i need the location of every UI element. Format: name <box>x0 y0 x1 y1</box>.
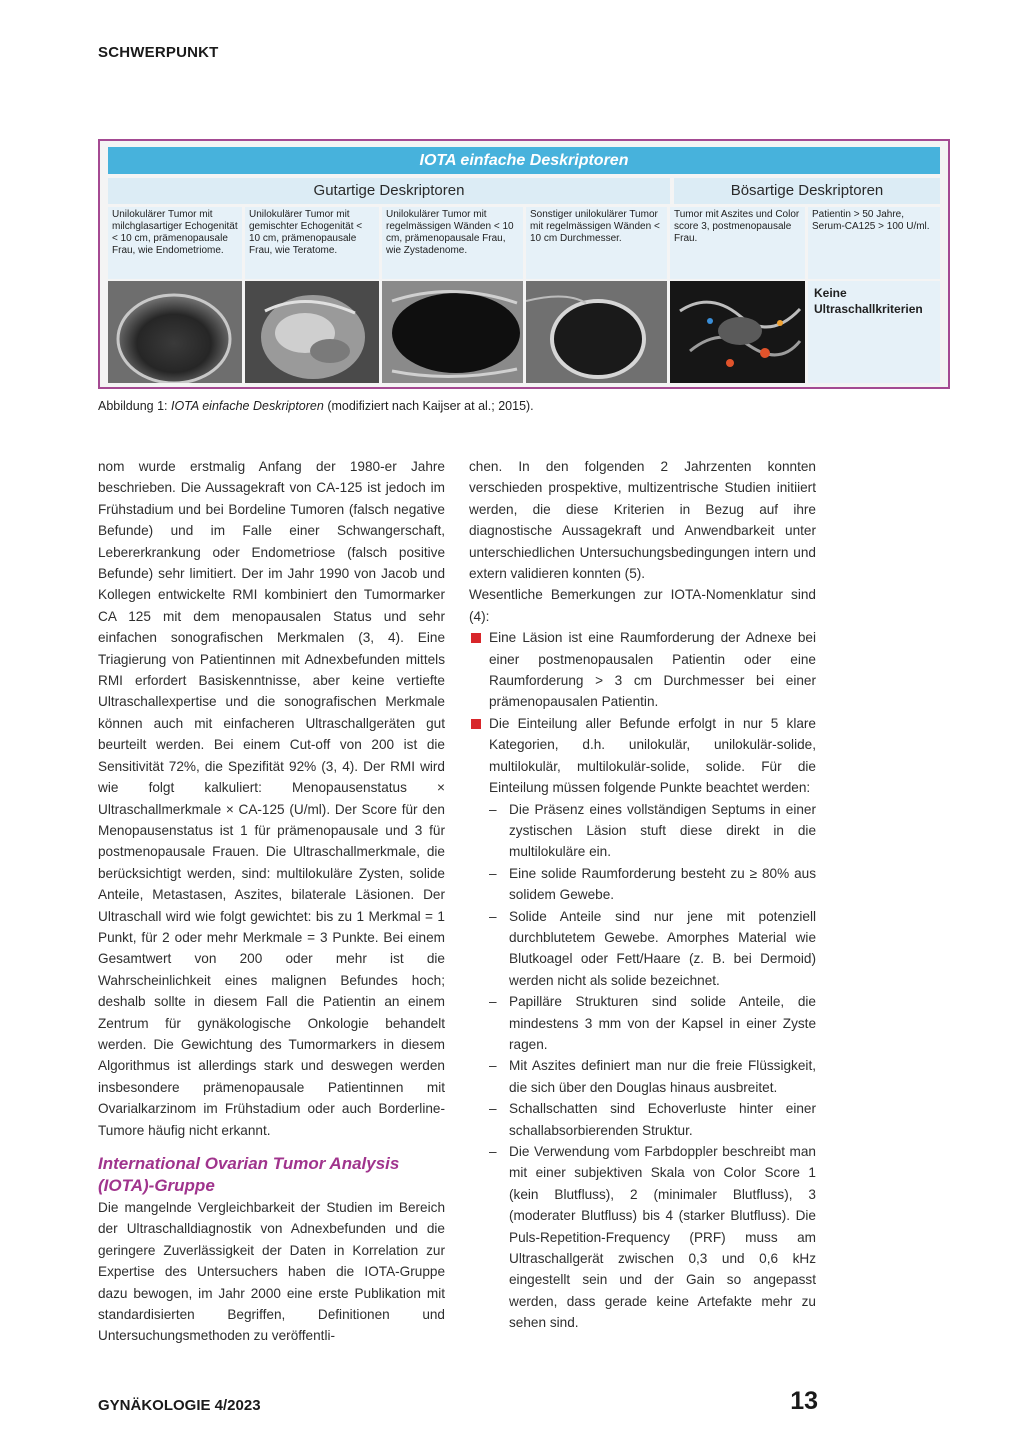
benign-descriptors-header: Gutartige Deskriptoren <box>108 178 670 204</box>
dash-item: – Papilläre Strukturen sind solide Anteile, die mindestens 3 mm von der Kapsel in einer Zyste ragen. <box>489 994 816 1052</box>
body-paragraph: nom wurde erstmalig Anfang der 1980-er Jahre beschrieben. Die Aussagekraft von CA-125 ist jedoch im Frühstadium und bei Bordeline Tumoren (falsch negative Befunde) und im Falle einer Schwangerschaft, Lebererkrankung oder Endometriose (falsch positive Befunde) sehr limitiert. Der im Jahr 1990 von Jacob und Kollegen entwickelte RMI kombiniert den Tumormarker CA 125 mit dem menopausalen Status und sehr einfachen sonografischen Merkmalen (3, 4). Eine Triagierung von Patientinnen mit Adnexbefunden mittels RMI erfordert Basiskenntnisse, aber keine vertiefte Ultraschallexpertise und die sonografischen Merkmale können auch mit einfacheren Ultraschallgeräten gut beurteilt werden. Bei einem Cut-off von 200 ist die Sensitivität 72%, die Spezifität 92% (3, 4). Der RMI wird wie folgt kalkuliert: Menopausenstatus × Ultraschallmerkmale × CA-125 (U/ml). Der Score für den Menopausenstatus ist 1 für prämenopausale und 3 für postmenopausale Frauen. Die Ultraschallmerkmale, die berücksichtigt werden, sind: multilokuläre Zysten, solide Anteile, Metastasen, Aszites, bilaterale Läsionen. Der Ultraschall wird wie folgt gewichtet: bis zu 1 Merkmal = 1 Punkt, für 2 oder mehr Merkmale = 3 Punkte. Bei einem Gesamtwert von 200 oder mehr ist die Wahrscheinlichkeit eines malignen Befundes hoch; deshalb sollte in diesem Fall die Patientin an einem Zentrum für gynäkologische Onkologie behandelt werden. Die Gewichtung des Tumormarkers in diesem Algorithmus ist allerdings stark und deswegen werden insbesondere prämenopausale Patientinnen mit Ovarialkarzinom im Frühstadium oder auch Borderline-Tumore häufig nicht erkannt. <box>98 459 445 1138</box>
descriptor-cell: Sonstiger unilokulärer Tumor mit regelmässigen Wänden < 10 cm Durchmesser. <box>526 207 667 279</box>
red-square-bullet-icon <box>471 719 481 729</box>
dash-item: – Die Verwendung vom Farbdoppler beschreibt man mit einer subjektiven Skala von Color Score 1 (kein Blutfluss), 2 (minimaler Blutfluss), 3 (moderater Blutfluss) bis 4 (starker Blutfluss). Die Puls-Repetition-Frequency (PRF) muss am Ultraschallgerät zwischen 0,3 und 0,6 kHz eingestellt sein und der Gain so angepasst werden, dass gerade keine Artefakte mehr zu sehen sind. <box>489 1144 816 1331</box>
ultrasound-image-teratoma <box>245 281 379 383</box>
body-paragraph: Wesentliche Bemerkungen zur IOTA-Nomenklatur sind (4): <box>469 587 816 624</box>
bullet-item: Die Einteilung aller Befunde erfolgt in nur 5 klare Kategorien, d.h. unilokulär, unilokulär-solide, multilokulär, multilokulär-solide, solide. Für die Einteilung müssen folgende Punkte beachtet werden: <box>469 713 816 799</box>
figure-iota-descriptors <box>98 139 950 389</box>
right-text-column <box>469 456 816 1334</box>
dash-item: – Schallschatten sind Echoverluste hinter einer schallabsorbierenden Struktur. <box>489 1101 816 1138</box>
red-square-bullet-icon <box>471 633 481 643</box>
descriptor-cell: Unilokulärer Tumor mit regelmässigen Wänden < 10 cm, prämenopausale Frau, wie Zystadenome. <box>382 207 523 279</box>
no-ultrasound-criteria: Keine Ultraschallkriterien <box>808 281 940 383</box>
left-text-column <box>98 456 445 1347</box>
ultrasound-image-cystadenoma <box>382 281 523 383</box>
malignant-descriptors-header: Bösartige Deskriptoren <box>674 178 940 204</box>
dash-item: – Die Präsenz eines vollständigen Septums in einer zystischen Läsion stuft diese direkt in die multilokuläre ein. <box>489 801 816 860</box>
bullet-item: Eine Läsion ist eine Raumforderung der Adnexe bei einer postmenopausalen Patientin oder eine Raumforderung > 3 cm Durchmesser bei einer prämenopausalen Patientin. <box>469 627 816 713</box>
ultrasound-image-endometrioma <box>108 281 242 383</box>
dash-item: – Eine solide Raumforderung besteht zu ≥ 80% aus solidem Gewebe. <box>489 865 816 903</box>
page-number: 13 <box>790 1387 818 1415</box>
descriptor-cell: Tumor mit Aszites und Color score 3, postmenopausale Frau. <box>670 207 805 279</box>
ultrasound-image-ascites-doppler <box>670 281 805 383</box>
figure-title: IOTA einfache Deskriptoren <box>108 147 940 174</box>
descriptor-cell: Unilokulärer Tumor mit gemischter Echogenität < 10 cm, prämenopausale Frau, wie Teratome. <box>245 207 379 279</box>
descriptor-cell: Unilokulärer Tumor mit milchglasartiger Echogenität < 10 cm, prämenopausale Frau, wie Endometriome. <box>108 207 242 279</box>
section-label: SCHWERPUNKT <box>98 44 219 61</box>
figure-caption: Abbildung 1: IOTA einfache Deskriptoren (modifiziert nach Kaijser at al.; 2015). <box>98 399 534 413</box>
body-paragraph: Die mangelnde Vergleichbarkeit der Studien im Bereich der Ultraschalldiagnostik von Adnexbefunden und die geringere Zuverlässigkeit der Daten in Korrelation zur Expertise des Untersuchers haben die IOTA-Gruppe dazu bewogen, im Jahr 2000 eine erste Publikation mit standardisierten Begriffen, Definitionen und Untersuchungsmethoden zu veröffentli- <box>98 1200 445 1344</box>
body-paragraph: chen. In den folgenden 2 Jahrzenten konnten verschieden prospektive, multizentrische Studien initiiert werden, die diese Kriterien in Bezug auf ihre diagnostische Aussagekraft und Anwendbarkeit unter unterschiedlichen Untersuchungsbedingungen intern und extern validieren konnten (5). <box>469 459 816 582</box>
journal-footer: GYNÄKOLOGIE 4/2023 <box>98 1397 261 1414</box>
dash-item: – Solide Anteile sind nur jene mit potenziell durchblutetem Gewebe. Amorphes Material wie Blutkoagel oder Fett/Haare (z. B. bei Dermoid) werden nicht als solide bezeichnet. <box>489 908 816 988</box>
section-heading: International Ovarian Tumor Analysis (IOTA)-Gruppe <box>98 1154 400 1195</box>
descriptor-cell: Patientin > 50 Jahre, Serum-CA125 > 100 U/ml. <box>808 207 940 279</box>
ultrasound-image-unilocular-cyst <box>526 281 667 383</box>
dash-item: – Mit Aszites definiert man nur die freie Flüssigkeit, die sich über den Douglas hinaus ausbreitet. <box>489 1058 816 1095</box>
